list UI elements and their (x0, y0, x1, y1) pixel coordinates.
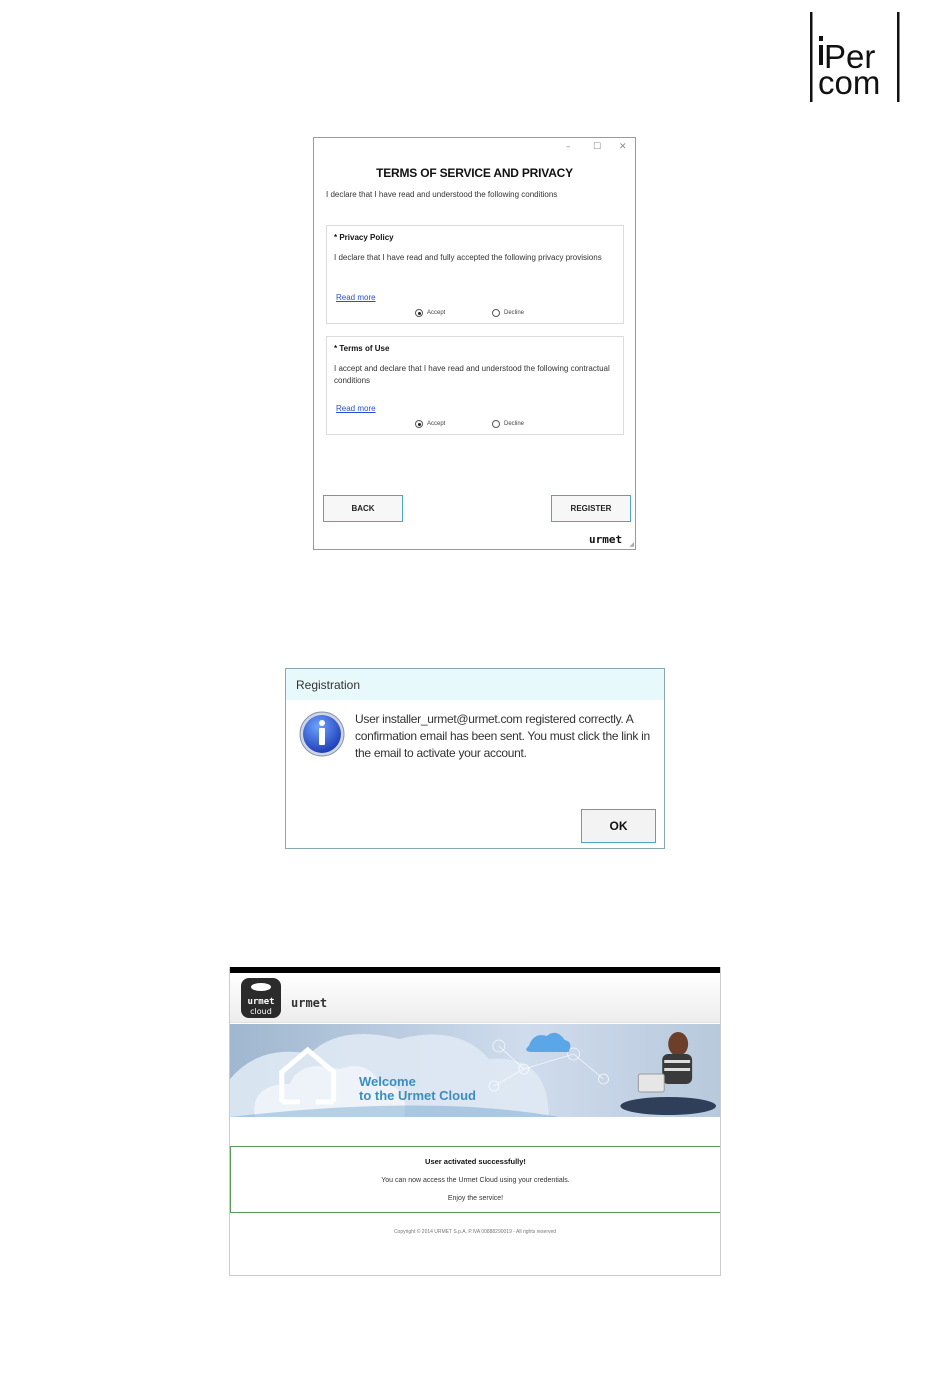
terms-of-use-text: I accept and declare that I have read and understood the following contractual conditions (334, 364, 610, 385)
radio-unselected-icon (492, 420, 500, 428)
terms-decline-label: Decline (504, 421, 525, 427)
logo-text-com: com (818, 64, 881, 101)
welcome-line-1: Welcome (359, 1074, 416, 1089)
privacy-text: I declare that I have read and fully accepted the following privacy provisions (334, 253, 602, 262)
terms-of-use-heading: * Terms of Use (334, 344, 390, 353)
logo-text-per: Per (824, 38, 876, 75)
privacy-decline-label: Decline (504, 310, 525, 316)
terms-decline-radio[interactable] (492, 420, 524, 428)
info-icon (299, 711, 345, 757)
welcome-line-2: to the Urmet Cloud (359, 1088, 476, 1103)
maximize-button[interactable]: ☐ (593, 142, 602, 152)
terms-of-use-section (326, 336, 624, 435)
privacy-heading: * Privacy Policy (334, 233, 394, 242)
welcome-banner (230, 1024, 720, 1117)
resize-grip-icon[interactable]: ◢ (629, 542, 634, 548)
ok-button[interactable]: OK (581, 809, 656, 843)
close-button[interactable]: ✕ (619, 142, 627, 152)
cloud-logo-text-2: cloud (250, 1007, 272, 1016)
success-text: You can now access the Urmet Cloud using your credentials. (381, 1177, 570, 1184)
radio-unselected-icon (492, 309, 500, 317)
cloud-logo-text-1: urmet (247, 997, 275, 1007)
urmet-logo (589, 533, 625, 545)
terms-intro: I declare that I have read and understood the following conditions (326, 190, 558, 199)
terms-read-more-link[interactable]: Read more (336, 404, 376, 413)
dialog-title: Registration (286, 669, 664, 700)
terms-window (313, 137, 636, 550)
header-urmet-logo (291, 995, 327, 1009)
copyright-footer: Copyright © 2014 URMET S.p.A. P.IVA 00888290019 - All rights reserved (393, 1229, 557, 1235)
header-brand-text: urmet (291, 996, 327, 1009)
minimize-button[interactable]: – (566, 142, 571, 152)
page-header (230, 973, 720, 1023)
privacy-accept-label: Accept (427, 310, 446, 316)
success-enjoy: Enjoy the service! (447, 1195, 504, 1202)
urmet-logo-text: urmet (589, 533, 623, 545)
radio-selected-icon (415, 309, 423, 317)
privacy-accept-radio[interactable] (415, 309, 445, 317)
radio-selected-icon (415, 420, 423, 428)
privacy-policy-section (326, 225, 624, 324)
privacy-decline-radio[interactable] (492, 309, 524, 317)
urmet-cloud-page (229, 967, 721, 1276)
back-button[interactable]: BACK (323, 495, 403, 522)
success-title: User activated successfully! (425, 1157, 526, 1166)
privacy-read-more-link[interactable]: Read more (336, 293, 376, 302)
activation-success-box (230, 1146, 720, 1213)
register-button[interactable]: REGISTER (551, 495, 631, 522)
welcome-text (359, 1075, 476, 1103)
terms-accept-label: Accept (427, 421, 446, 427)
registration-dialog (285, 668, 665, 849)
ipercom-logo (808, 10, 902, 104)
dialog-message: User installer_urmet@urmet.com registered correctly. A confirmation email has been sent. You must click the link in the email to activate your account. (355, 712, 650, 760)
urmet-cloud-logo (241, 978, 281, 1018)
terms-title: TERMS OF SERVICE AND PRIVACY (376, 166, 573, 180)
terms-accept-radio[interactable] (415, 420, 445, 428)
